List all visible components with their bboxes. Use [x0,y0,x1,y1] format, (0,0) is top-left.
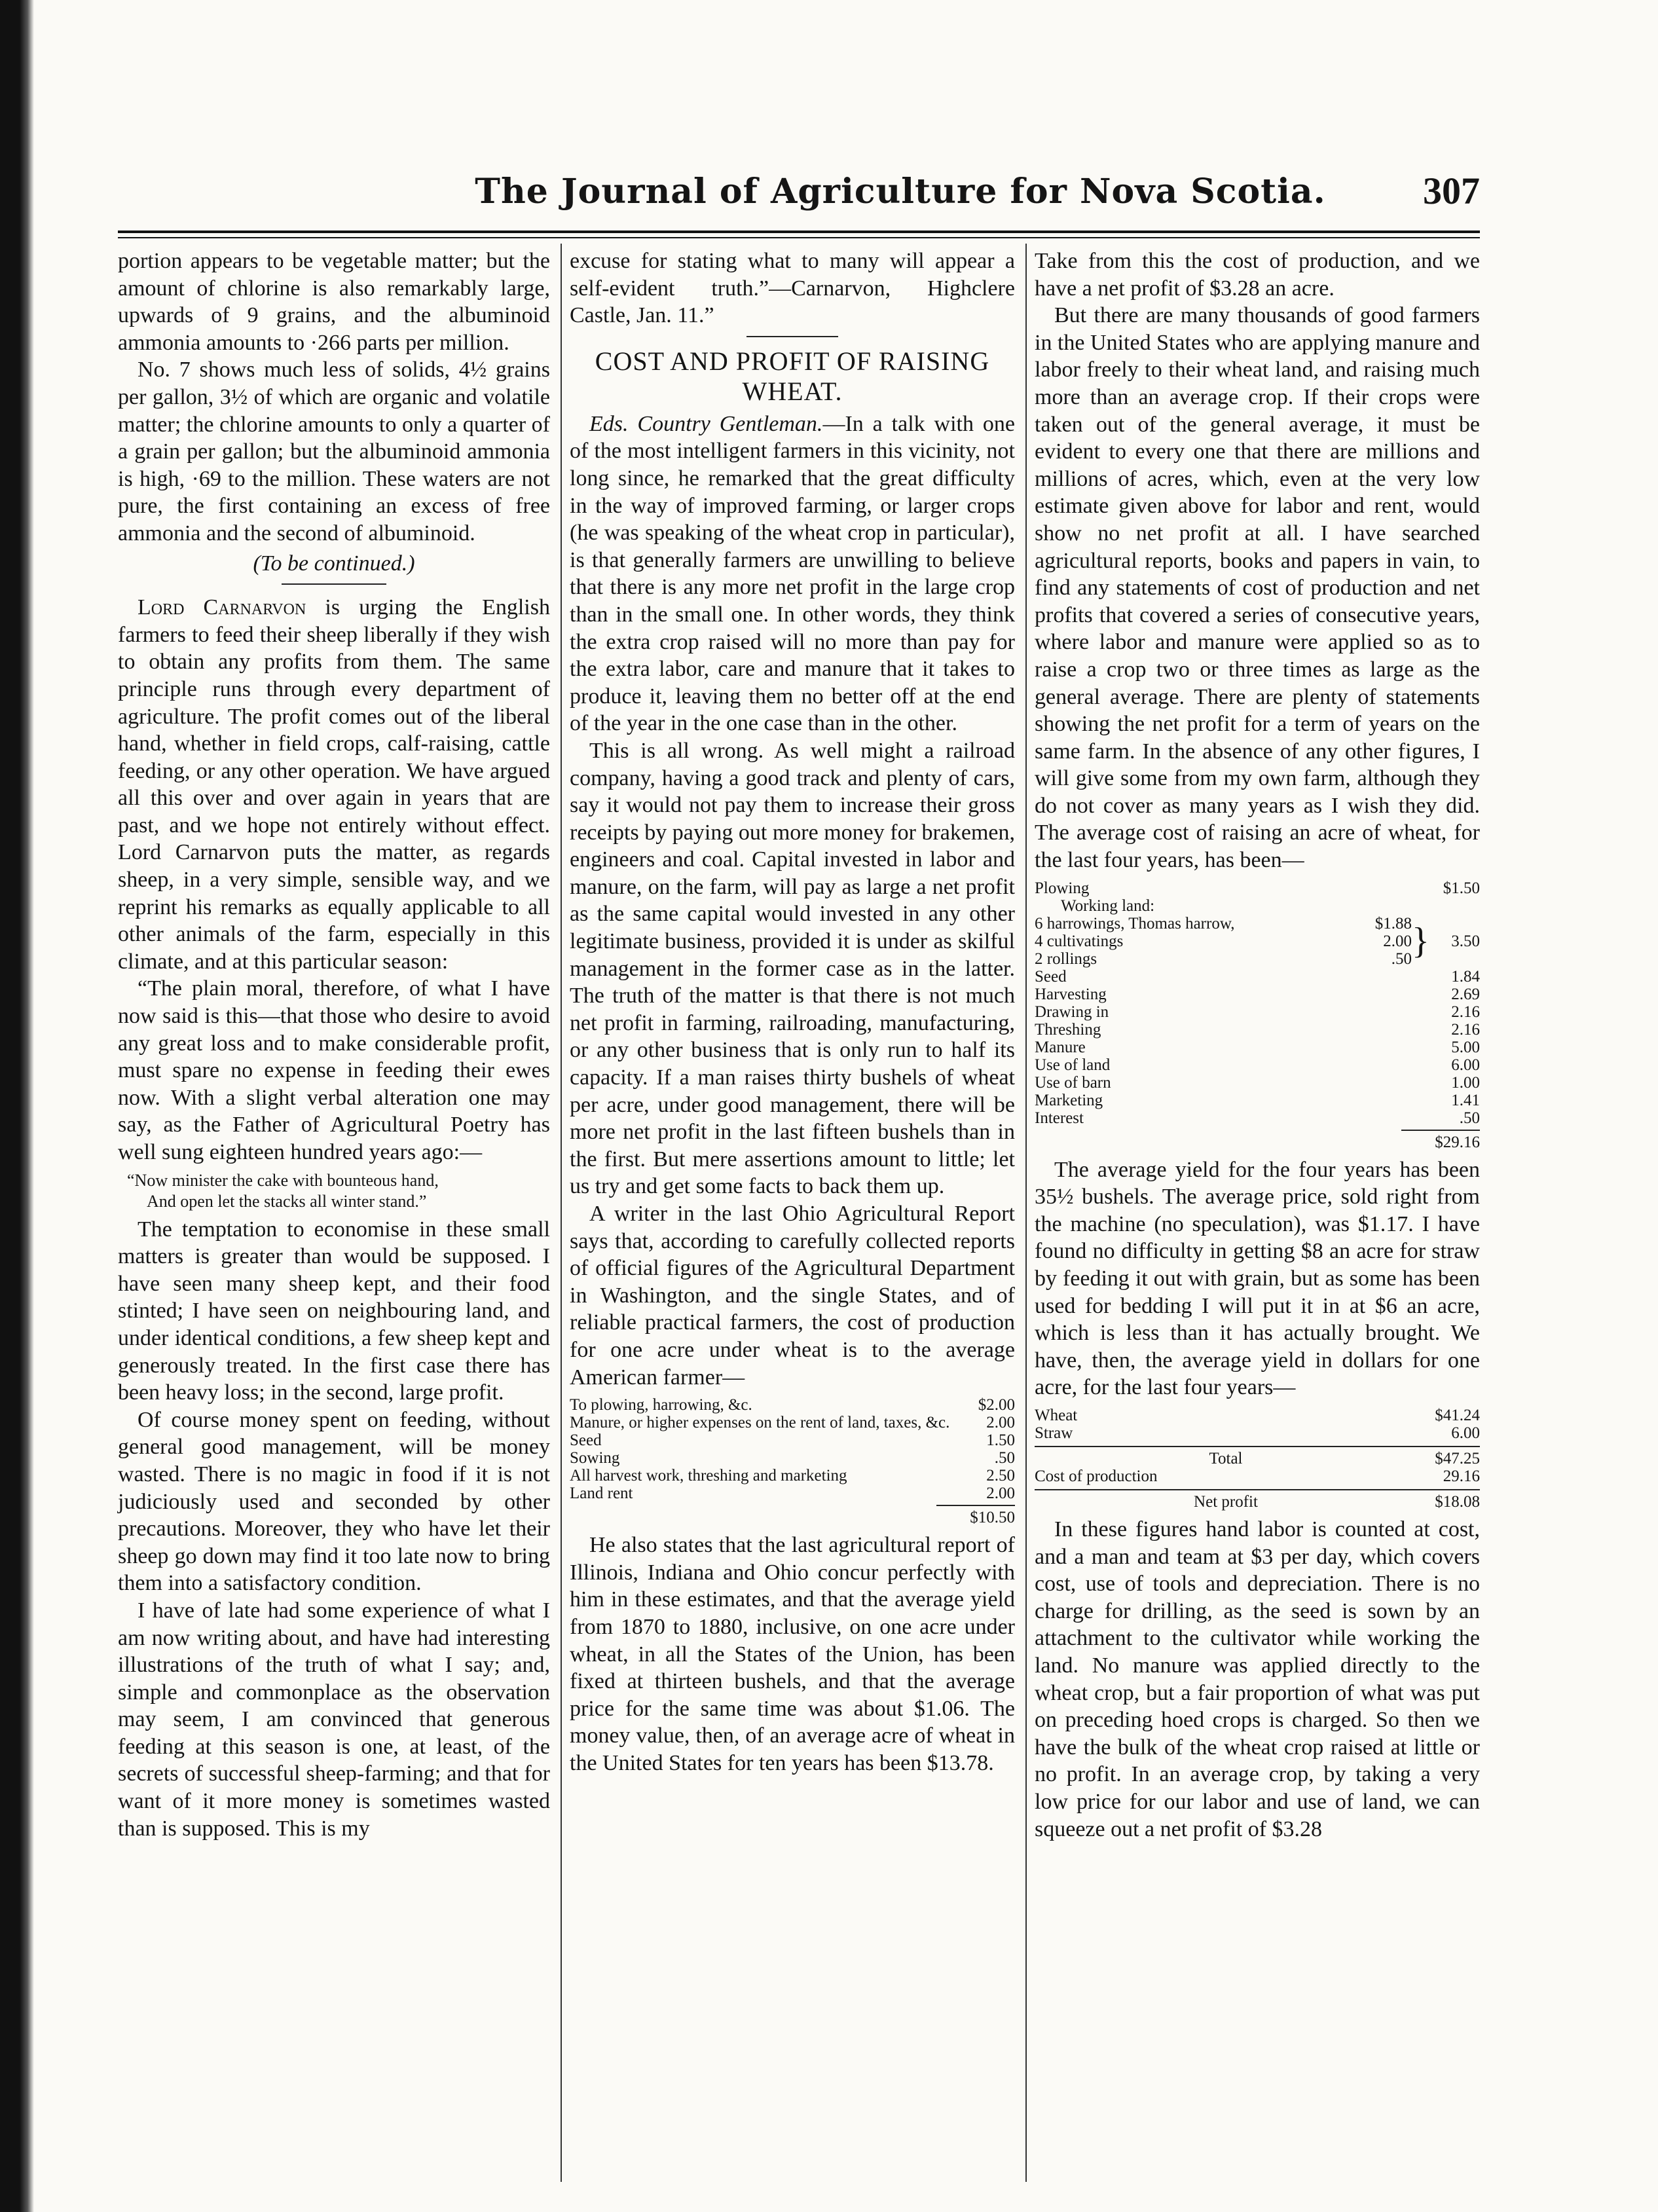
table-value: $41.24 [1435,1407,1480,1424]
table-row [1035,1446,1480,1467]
table-item: 6 harrowings, Thomas harrow, [1035,914,1235,932]
table-item: 2 rollings [1035,949,1097,968]
table-item: To plowing, harrowing, &c. [570,1396,752,1414]
article-separator [282,583,386,585]
table-value: 6.00 [1451,1056,1480,1074]
working-land-group [1035,915,1480,968]
table-row [1035,968,1480,986]
paragraph-text: —In a talk with one of the most intelligent farmers in this vicinity, not long since, he remarked that the great difficulty in the way of improved farming, or larger crops (he was speaking of the wheat crop in particular), is that generally farmers are unwilling to believe that there is any more net profit in the large crop than in the small one. In other words, they think the extra crop raised will no more than pay for the extra labor, care and manure that it takes to produce it, leaving them no better off at the end of the year in the one case than in the other. [570,411,1015,736]
table-value: 2.16 [1451,1020,1480,1039]
table-subheading: Working land: [1061,896,1155,915]
table-value: 2.00 [986,1414,1015,1432]
table-item: Drawing in [1035,1003,1109,1021]
carnarvon-paragraph [118,594,550,975]
table-row [1035,1109,1480,1127]
table-value: 6.00 [1451,1424,1480,1442]
table-row [1035,1056,1480,1074]
table-item: Interest [1035,1109,1084,1127]
paragraph-text: is urging the English farmers to feed their sheep liberally if they wish to obtain any profits from them. The same principle runs through every department of agriculture. The profit comes out of the liberal hand, whether in field crops, calf-raising, cattle feeding, or any other operation. We have argued all this over and over again in years that are past, and we hope not entirely without effect. Lord Carnarvon puts the matter, as regards sheep, in a very simple, sensible way, and we reprint his remarks as equally applicable to all other animals of the farm, especially in this climate, and at this particular season: [118,595,550,974]
table-item: Seed [1035,967,1067,986]
table-value: 29.16 [1443,1467,1480,1485]
lead-name: Lord Carnarvon [138,595,306,620]
table-item: Net profit [1194,1493,1258,1511]
table-row [1035,1489,1480,1511]
paragraph: The average yield for the four years has been 35½ bushels. The average price, sold right from the machine (no speculation), was $1.17. I have found no difficulty in getting $8 an acre for straw by feeding it out with grain, but as some has been used for bedding I will put it in at $6 an acre, which is less than it has actually brought. We have, then, the average yield in dollars for one acre, for the last four years— [1035,1157,1480,1400]
table-row [570,1396,1015,1414]
to-be-continued-note: (To be continued.) [253,551,415,576]
table-value: .50 [1391,949,1412,968]
paragraph: He also states that the last agricultural report of Illinois, Indiana and Ohio concur perfectly with him in these estimates, and that the average yield from 1870 to 1880, inclusive, on one acre under wheat, in all the States of the Union, has been fixed at thirteen bushels, and that the average price for the same time was about $1.06. The money value, then, of an average acre of wheat in the United States for ten years has been $13.78. [570,1533,1015,1775]
verse-quote [118,1170,550,1212]
paragraph: No. 7 shows much less of solids, 4½ grains per gallon, 3½ of which are organic and volatile matter; the chlorine amounts to only a quarter of a grain per gallon; but the albuminoid ammonia is high, ·69 to the million. These waters are not pure, the first containing an excess of free ammonia and the second of albuminoid. [118,358,550,545]
table-row [1035,1092,1480,1109]
table-row [1035,932,1412,950]
table-value: $1.50 [1443,879,1480,897]
table-row [570,1484,1015,1502]
table-item: Manure [1035,1038,1086,1056]
paragraph: This is all wrong. As well might a railroad company, having a good track and plenty of cars, say it would not pay them to increase their gross receipts by paying out more money for brakemen, engineers and coal. Capital invested in labor and manure, on the farm, will pay as large a net profit as the same capital would invested in any other legitimate business, provided it is under as skilful management in the former case as in the latter. The truth of the matter is that there is not much net profit in farming, railroading, manufacturing, or any other business that is only run to half its capacity. If a man raises thirty bushels of wheat per acre, under good management, there will be more net profit in the last fifteen bushels than in the first. But mere assertions amount to little; let us try and get some facts to back them up. [570,738,1015,1199]
page-spine-shadow [0,0,34,2212]
table-value: $18.08 [1435,1493,1480,1511]
table-item: Plowing [1035,879,1090,897]
table-row [570,1449,1015,1467]
table-value: $47.25 [1435,1450,1480,1467]
paragraph: portion appears to be vegetable matter; but the amount of chlorine is also remarkably large, upwards of 9 grains, and the albuminoid ammonia amounts to ·266 parts per million. [118,249,550,355]
table-item: Straw [1035,1424,1073,1442]
table-value: $2.00 [978,1396,1015,1414]
running-header-title: The Journal of Agriculture for Nova Scotia. [475,172,1326,212]
page-number: 307 [1423,170,1480,212]
column-3 [1035,248,1480,1843]
table-value: $1.88 [1374,914,1412,932]
table-row [570,1414,1015,1431]
table-item: Cost of production [1035,1467,1158,1485]
table-row [1035,1074,1480,1092]
cost-table-ohio [570,1396,1015,1526]
working-land-rows [1035,915,1412,968]
column-divider-1 [561,244,562,2182]
paragraph: I have of late had some experience of what I am now writing about, and have had interesting illustrations of the truth of what I say; and, simple and commonplace as the observation may seem, I am convinced that generous feeding at this season is one, at least, of the secrets of successful sheep-farming; and that for want of it more money is sometimes wasted than is supposed. This is my [118,1598,550,1841]
table-value: 1.50 [986,1431,1015,1450]
column-1 [118,248,550,1842]
paragraph: excuse for stating what to many will appear a self-evident truth.”—Carnarvon, Highclere Castle, Jan. 11.” [570,249,1015,328]
verse-line: And open let the stacks all winter stand.” [147,1191,427,1211]
brace-glyph: } [1412,921,1429,962]
table-item: Sowing [570,1449,620,1467]
table-row [570,1467,1015,1484]
table-item: Wheat [1035,1407,1078,1424]
table-item: Manure, or higher expenses on the rent of land, taxes, &c. [570,1414,950,1432]
table-value: 2.00 [1383,932,1412,950]
article-heading: COST AND PROFIT OF RAISING WHEAT. [595,346,990,406]
table-value: 5.00 [1451,1038,1480,1056]
table-item: Use of barn [1035,1073,1111,1092]
table-row [570,1431,1015,1449]
table-value: 2.00 [986,1484,1015,1503]
table-item: Land rent [570,1484,633,1503]
paragraph: The temptation to economise in these small matters is greater than would be supposed. I have seen many sheep kept, and their food stinted; I have seen on neighbouring land, and under identical conditions, a few sheep kept and generously treated. In the first case there has been heavy loss; in the second, large profit. [118,1217,550,1405]
header-rule-thick [118,230,1480,233]
paragraph: In these figures hand labor is counted at cost, and a man and team at $3 per day, which covers cost, use of tools and depreciation. There is no charge for drilling, as the seed is sown by an attachment to the cultivator while working the land. No manure was applied directly to the wheat crop, but a fair proportion of what was put on preceding hoed crops is charged. So then we have the bulk of the wheat crop raised at little or no profit. In an average crop, by taking a very low price for our labor and use of land, we can squeeze out a net profit of $3.28 [1035,1517,1480,1841]
table-item: Harvesting [1035,985,1107,1003]
table-total: $10.50 [936,1505,1015,1526]
table-row [1035,1003,1480,1021]
table-item: 4 cultivatings [1035,932,1124,950]
table-value: 2.16 [1451,1003,1480,1021]
table-value: .50 [994,1449,1015,1467]
table-item: Seed [570,1431,602,1450]
paragraph: “The plain moral, therefore, of what I have now said is this—that those who desire to avoid any great loss and to make considerable profit, must spare no expense in feeding their ewes now. With a slight verbal alteration one may say, as the Father of Agricultural Poetry has well sung eighteen hundred years ago:— [118,976,550,1164]
column-2 [570,248,1015,1777]
table-row [1035,1424,1480,1442]
paragraph: Take from this the cost of production, and we have a net profit of $3.28 an acre. [1035,249,1480,301]
table-value: 1.00 [1451,1073,1480,1092]
table-row [1035,1407,1480,1424]
table-value: 1.41 [1451,1091,1480,1109]
verse-line: “Now minister the cake with bounteous hand, [127,1170,439,1190]
table-item: Marketing [1035,1091,1103,1109]
table-row [1035,915,1412,932]
table-item: Total [1209,1450,1243,1467]
paragraph: Of course money spent on feeding, without general good management, will be money wasted. There is no magic in food if it is not judiciously used and seconded by other precautions. Moreover, they who have let their sheep go down may find it too late now to bring them into a satisfactory condition. [118,1407,550,1596]
table-item: Use of land [1035,1056,1111,1074]
table-item: All harvest work, threshing and marketing [570,1467,847,1485]
paragraph: A writer in the last Ohio Agricultural Report says that, according to carefully collected reports of official figures of the Agricultural Department in Washington, and the single States, and of reliable practical farmers, the cost of production for one acre under wheat is to the average American farmer— [570,1202,1015,1390]
table-value: 1.84 [1451,967,1480,986]
table-row [1035,986,1480,1003]
paragraph [570,411,1015,737]
table-value: 2.69 [1451,985,1480,1003]
table-row [1035,950,1412,968]
header-rule-thin [118,237,1480,238]
table-row [1035,1039,1480,1056]
table-row [1035,1021,1480,1039]
column-divider-2 [1025,244,1027,2182]
article-separator [746,336,838,337]
yield-table [1035,1407,1480,1511]
table-item: Threshing [1035,1020,1101,1039]
group-total: 3.50 [1451,932,1480,950]
table-row [1035,1467,1480,1485]
table-value: .50 [1459,1109,1480,1127]
salutation: Eds. Country Gentleman. [589,411,823,436]
cost-table-own-farm [1035,879,1480,1151]
paragraph: But there are many thousands of good farmers in the United States who are applying manure and labor freely to their wheat land, and raising much more than an average crop. If their crops were taken out of the general average, it must be evident to every one that there are millions and millions of acres, which, even at the very low estimate given above for labor and rent, would show no net profit at all. I have searched agricultural reports, books and papers in vain, to find any statements of cost of production and net profits that covered a series of consecutive years, where labor and manure were applied so as to raise a crop two or three times as large as the general average. There are plenty of statements showing the net profit for a term of years on the same farm. In the absence of any other figures, I will give some from my own farm, although they do not cover as many years as I wish they did. The average cost of raising an acre of wheat, for the last four years, has been— [1035,303,1480,873]
table-value: 2.50 [986,1467,1015,1485]
table-total: $29.16 [1401,1130,1480,1151]
table-row [1035,879,1480,897]
